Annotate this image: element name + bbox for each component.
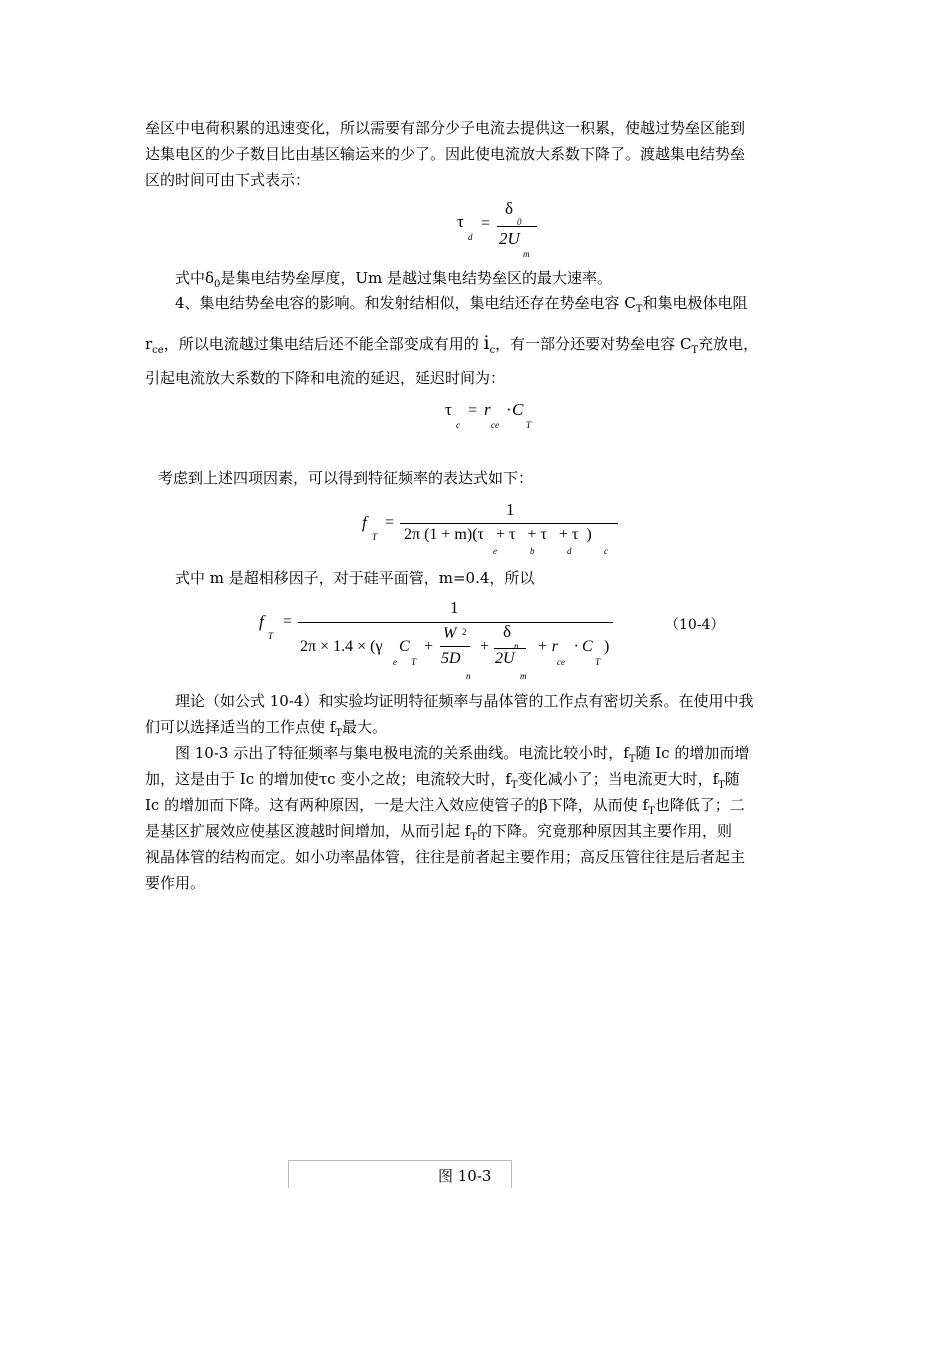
- eq-symbol: f: [362, 513, 367, 532]
- eq-symbol: 5D: [441, 650, 461, 667]
- figure-caption: 图 10-3: [438, 1167, 492, 1185]
- eq-denominator: 2π (1 + m)(τ + τ + τ + τ ): [404, 526, 592, 543]
- eq-subscript: c: [456, 420, 460, 430]
- subscript: T: [691, 345, 699, 356]
- subscript: T: [510, 780, 518, 791]
- text-line: [145, 330, 810, 357]
- eq-numerator: δ: [505, 199, 514, 218]
- paragraph-capacitance-cont: [145, 330, 810, 391]
- text-span: 式中δ: [175, 269, 215, 287]
- eq-symbol: r: [484, 400, 491, 419]
- text-span: i: [483, 332, 490, 354]
- text-span: 的下降。究竟那种原因其主要作用，则: [477, 822, 733, 840]
- eq-symbol: C: [512, 400, 524, 419]
- eq-superscript: 2: [462, 627, 467, 637]
- eq-subscript: n: [514, 641, 519, 651]
- fraction-bar: [298, 622, 613, 623]
- text-span: 充放电，: [698, 335, 759, 353]
- text-span: 也降低了；二: [654, 796, 745, 814]
- eq-subscript: c: [604, 546, 608, 556]
- paragraph-theory: [145, 688, 840, 714]
- text-span: 变化减小了；当电流更大时，f: [517, 770, 719, 788]
- eq-operator: =: [468, 402, 478, 419]
- text-span: 和集电极体电阻: [642, 294, 748, 312]
- text-line: [145, 818, 810, 844]
- text-span: 随: [724, 770, 740, 788]
- subscript: ce: [152, 345, 164, 356]
- eq-subscript: e: [393, 657, 397, 667]
- eq-numerator: 1: [506, 500, 515, 519]
- text-span: 随 Ic 的增加而增: [635, 744, 750, 762]
- eq-subscript: T: [526, 420, 532, 430]
- fraction-bar: [400, 523, 618, 524]
- paragraph-theory-cont: [145, 714, 810, 740]
- subscript: T: [648, 806, 655, 817]
- eq-operator: +: [480, 638, 490, 655]
- eq-subscript: ce: [557, 657, 565, 667]
- eq-subscript: T: [372, 532, 378, 542]
- eq-subscript: T: [411, 657, 417, 667]
- text-line: 考虑到上述四项因素，可以得到特征频率的表达式如下：: [158, 469, 534, 487]
- text-line: [145, 766, 810, 792]
- eq-operator: =: [283, 613, 293, 630]
- eq-denominator: 2U: [499, 229, 520, 248]
- eq-subscript: T: [595, 657, 601, 667]
- eq-operator: =: [481, 215, 491, 232]
- subscript: 0: [214, 279, 221, 290]
- subscript: c: [489, 345, 496, 356]
- paragraph-summary: [158, 465, 823, 491]
- text-line: 要作用。: [145, 874, 206, 892]
- text-span: 们可以选择适当的工作点使 f: [145, 718, 336, 736]
- eq-operator: +: [424, 638, 434, 655]
- text-line: 视晶体管的结构而定。如小功率晶体管，往往是前者起主要作用；高反压管往往是后者起主: [145, 848, 746, 866]
- eq-symbol: δ: [503, 622, 512, 641]
- text-line: 垒区中电荷积累的迅速变化，所以需要有部分少子电流去提供这一积累，使越过势垒区能到: [145, 119, 746, 137]
- text-line: 式中 m 是超相移因子，对于硅平面管，m=0.4，所以: [175, 569, 535, 587]
- text-span: 加，这是由于 Ic 的增加使τc 变小之故；电流较大时，f: [145, 770, 511, 788]
- fraction-bar: [440, 646, 470, 647]
- paragraph-capacitance: [145, 290, 840, 316]
- text-span: Ic 的增加而下降。这有两种原因，一是大注入效应使管子的β下降，从而使 f: [145, 796, 649, 814]
- eq-subscript: n: [466, 671, 471, 681]
- eq-subscript: m: [520, 671, 527, 681]
- text-span: 图 10-3 示出了特征频率与集电极电流的关系曲线。电流比较小时，f: [175, 744, 629, 762]
- eq-subscript: T: [268, 631, 274, 641]
- fraction-bar: [494, 648, 526, 649]
- eq-subscript: b: [530, 546, 535, 556]
- paragraph-figure-discussion: [145, 740, 840, 766]
- text-line: [145, 714, 810, 740]
- text-line: 理论（如公式 10-4）和实验均证明特征频率与晶体管的工作点有密切关系。在使用中我: [175, 692, 754, 710]
- eq-symbol: 2U: [495, 650, 515, 667]
- text-span: 最大。: [342, 718, 388, 736]
- eq-subscript: d: [468, 232, 473, 242]
- eq-subscript: 0: [517, 217, 522, 227]
- paragraph-figure-discussion-cont: [145, 766, 810, 896]
- text-line: 达集电区的少子数目比由基区输运来的少了。因此使电流放大系数下降了。渡越集电结势垒: [145, 145, 746, 163]
- text-span: 是基区扩展效应使基区渡越时间增加，从而引起 f: [145, 822, 471, 840]
- eq-subscript: ce: [491, 420, 499, 430]
- text-span: ，所以电流越过集电结后还不能全部变成有用的: [163, 335, 484, 353]
- text-line: [175, 290, 840, 316]
- text-line: 区的时间可由下式表示：: [145, 171, 311, 189]
- fraction-bar: [497, 226, 537, 227]
- text-span: 4、集电结势垒电容的影响。和发射结相似，集电结还存在势垒电容 C: [175, 294, 636, 312]
- text-span: r: [145, 335, 153, 353]
- text-span: ，有一部分还要对势垒电容 C: [495, 335, 692, 353]
- subscript: T: [470, 832, 477, 843]
- eq-subscript: d: [567, 546, 572, 556]
- subscript: T: [635, 304, 643, 315]
- text-line: [175, 740, 840, 766]
- eq-denominator: 2π × 1.4 × (γ: [300, 638, 383, 655]
- paragraph-factor: [145, 565, 840, 591]
- equation-number: （10-4）: [665, 617, 725, 633]
- paragraph-definition: [145, 265, 840, 291]
- eq-subscript: m: [523, 249, 530, 259]
- eq-operator: ·: [506, 400, 512, 419]
- eq-numerator: 1: [450, 598, 459, 617]
- paragraph-intro: [145, 115, 810, 193]
- text-line: [175, 265, 840, 291]
- eq-operator: =: [385, 514, 395, 531]
- eq-subscript: e: [493, 546, 497, 556]
- eq-symbol: W: [443, 625, 457, 642]
- eq-operator: ): [604, 638, 610, 655]
- text-line: 引起电流放大系数的下降和电流的延迟，延迟时间为：: [145, 369, 506, 387]
- eq-symbol: τ: [457, 212, 464, 231]
- eq-symbol: C: [399, 638, 410, 655]
- eq-symbol: + r: [537, 638, 559, 655]
- subscript: T: [628, 754, 636, 765]
- eq-symbol: f: [259, 612, 264, 631]
- subscript: T: [335, 728, 342, 739]
- text-span: 是集电结势垒厚度，Um 是越过集电结势垒区的最大速率。: [220, 269, 613, 287]
- subscript: T: [718, 780, 725, 791]
- eq-symbol: τ: [445, 400, 452, 419]
- text-line: [145, 792, 810, 818]
- eq-symbol: · C: [574, 638, 593, 655]
